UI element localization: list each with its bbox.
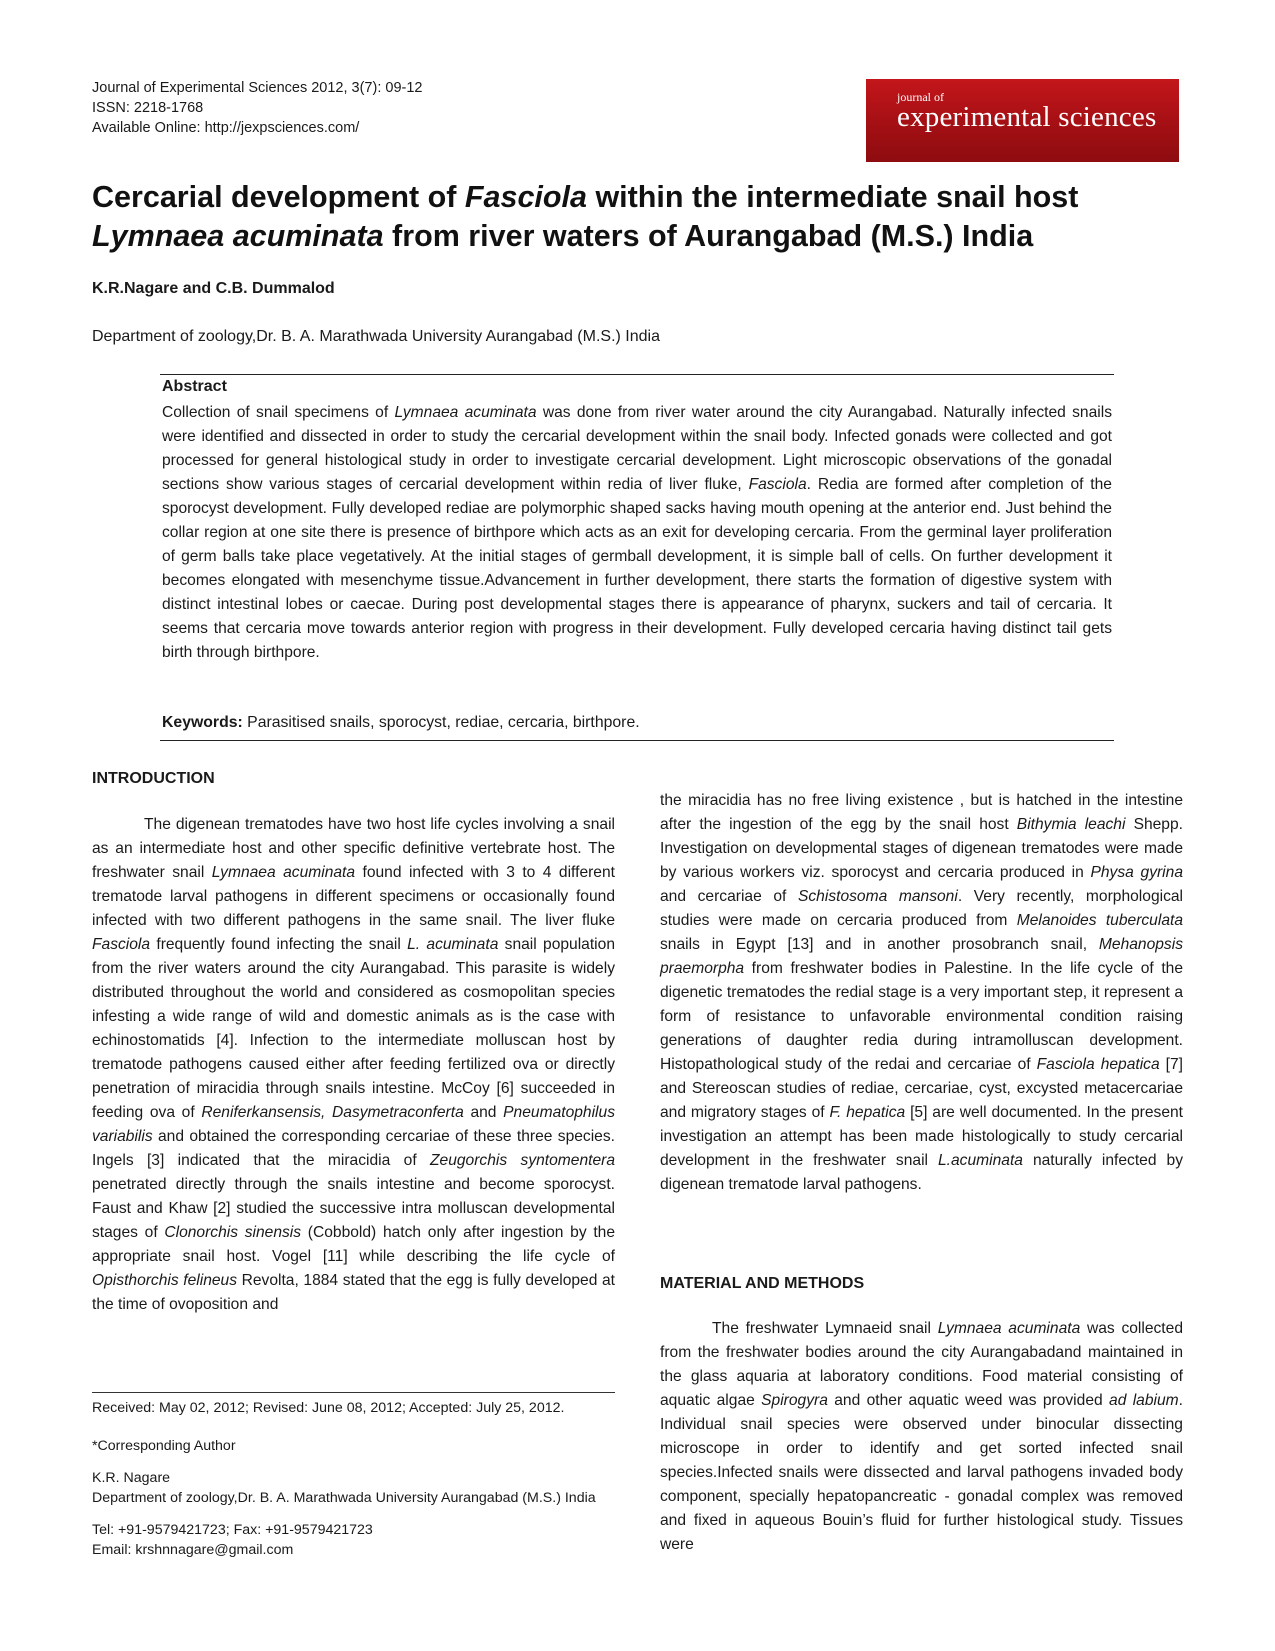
keywords-text: Parasitised snails, sporocyst, rediae, cercaria, birthpore. bbox=[242, 714, 640, 731]
methods-text: The freshwater Lymnaeid snail Lymnaea acuminata was collected from the freshwater bodies around the city Aurangabadand maintained in the glass aquaria at laboratory conditions. Food material consisting of aquatic algae Spirogyra and other aquatic weed was provided ad labium. Individual snail species were observed under binocular dissecting microscope in order to identify and get sorted infected snail species.Infected snails were dissected and larval pathogens invaded body component, specially hepatopancreatic - gonadal complex was removed and fixed in aqueous Bouin’s fluid for further histological study. Tissues were bbox=[660, 1320, 1183, 1553]
abstract-heading: Abstract bbox=[162, 378, 227, 395]
footnote-corresponding: *Corresponding Author bbox=[92, 1438, 236, 1454]
journal-url[interactable]: Available Online: http://jexpsciences.com/ bbox=[92, 120, 360, 136]
introduction-text-left: The digenean trematodes have two host life cycles involving a snail as an intermediate host and other specific definitive vertebrate host. The freshwater snail Lymnaea acuminata found infected with 3 to 4 different trematode larval pathogens in different specimens or occasionally found infected with two different pathogens in the same snail. The liver fluke Fasciola frequently found infecting the snail L. acuminata snail population from the river waters around the city Aurangabad. This parasite is widely distributed throughout the world and considered as cosmopolitan species infesting a wide range of wild and domestic animals as is the case with echinostomatids [4]. Infection to the intermediate molluscan host by trematode pathogens caused either after feeding fertilized ova or directly penetration of miracidia through snails intestine. McCoy [6] succeeded in feeding ova of Reniferkansensis, Dasymetraconferta and Pneumatophilus variabilis and obtained the corresponding cercariae of these three species. Ingels [3] indicated that the miracidia of Zeugorchis syntomentera penetrated directly through the snails intestine and become sporocyst. Faust and Khaw [2] studied the successive intra molluscan developmental stages of Clonorchis sinensis (Cobbold) hatch only after ingestion by the appropriate snail host. Vogel [11] while describing the life cycle of Opisthorchis felineus Revolta, 1884 stated that the egg is fully developed at the time of ovoposition and bbox=[92, 816, 615, 1313]
abstract-body: Collection of snail specimens of Lymnaea acuminata was done from river water around the city Aurangabad. Naturally infected snails were identified and dissected in order to study the cercarial development within the snail body. Infected gonads were collected and got processed for general histological study in order to investigate cercarial development. Light microscopic observations of the gonadal sections show various stages of cercarial development within redia of liver fluke, Fasciola. Redia are formed after completion of the sporocyst development. Fully developed rediae are polymorphic shaped sacks having mouth opening at the anterior end. Just behind the collar region at one site there is presence of birthpore which acts as an exit for developing cercaria. From the germinal layer proliferation of germ balls take place vegetatively. At the initial stages of germball development, it is simple ball of cells. On further development it becomes elongated with mesenchyme tissue.Advancement in further development, there starts the formation of digestive system with distinct intestinal lobes or caecae. During post developmental stages there is appearance of pharynx, suckers and tail of cercaria. It seems that cercaria move towards anterior region with progress in their development. Fully developed cercaria having distinct tail gets birth through birthpore. bbox=[162, 404, 1112, 661]
footnote-author-name: K.R. Nagare bbox=[92, 1470, 171, 1486]
methods-heading: MATERIAL AND METHODS bbox=[660, 1275, 865, 1292]
footnote-email[interactable]: Email: krshnnagare@gmail.com bbox=[92, 1542, 294, 1558]
footnote-author-dept: Department of zoology,Dr. B. A. Marathwada University Aurangabad (M.S.) India bbox=[92, 1490, 596, 1506]
footnote-rule bbox=[92, 1392, 615, 1393]
logo-small-text: journal of bbox=[897, 90, 944, 104]
footnote-received: Received: May 02, 2012; Revised: June 08, 2012; Accepted: July 25, 2012. bbox=[92, 1400, 565, 1416]
logo-big-text: experimental sciences bbox=[897, 101, 1157, 133]
paper-title: Cercarial development of Fasciola within the intermediate snail host Lymnaea acuminata from river waters of Aurangabad (M.S.) India bbox=[92, 180, 1079, 253]
journal-logo bbox=[866, 79, 1179, 162]
journal-citation: Journal of Experimental Sciences 2012, 3(7): 09-12 bbox=[92, 80, 423, 96]
journal-issn: ISSN: 2218-1768 bbox=[92, 100, 204, 116]
introduction-heading: INTRODUCTION bbox=[92, 770, 215, 787]
keywords-label: Keywords: bbox=[162, 714, 243, 731]
abstract-rule-bottom bbox=[160, 740, 1114, 741]
abstract-rule-top bbox=[160, 374, 1114, 375]
introduction-text-right: the miracidia has no free living existence , but is hatched in the intestine after the ingestion of the egg by the snail host Bithymia leachi Shepp. Investigation on developmental stages of digenean trematodes were made by various workers viz. sporocyst and cercaria produced in Physa gyrina and cercariae of Schistosoma mansoni. Very recently, morphological studies were made on cercaria produced from Melanoides tuberculata snails in Egypt [13] and in another prosobranch snail, Mehanopsis praemorpha from freshwater bodies in Palestine. In the life cycle of the digenetic trematodes the redial stage is a very important step, it represent a form of resistance to unfavorable environmental condition raising generations of daughter redia during intramolluscan development. Histopathological study of the redai and cercariae of Fasciola hepatica [7] and Stereoscan studies of rediae, cercariae, cyst, excysted metacercariae and migratory stages of F. hepatica [5] are well documented. In the present investigation an attempt has been made histologically to study cercarial development in the freshwater snail L.acuminata naturally infected by digenean trematode larval pathogens. bbox=[660, 792, 1184, 1193]
journal-meta bbox=[92, 78, 422, 138]
footnote-tel: Tel: +91-9579421723; Fax: +91-9579421723 bbox=[92, 1522, 373, 1538]
authors: K.R.Nagare and C.B. Dummalod bbox=[92, 280, 335, 297]
keywords bbox=[162, 714, 640, 732]
affiliation: Department of zoology,Dr. B. A. Marathwada University Aurangabad (M.S.) India bbox=[92, 328, 660, 345]
